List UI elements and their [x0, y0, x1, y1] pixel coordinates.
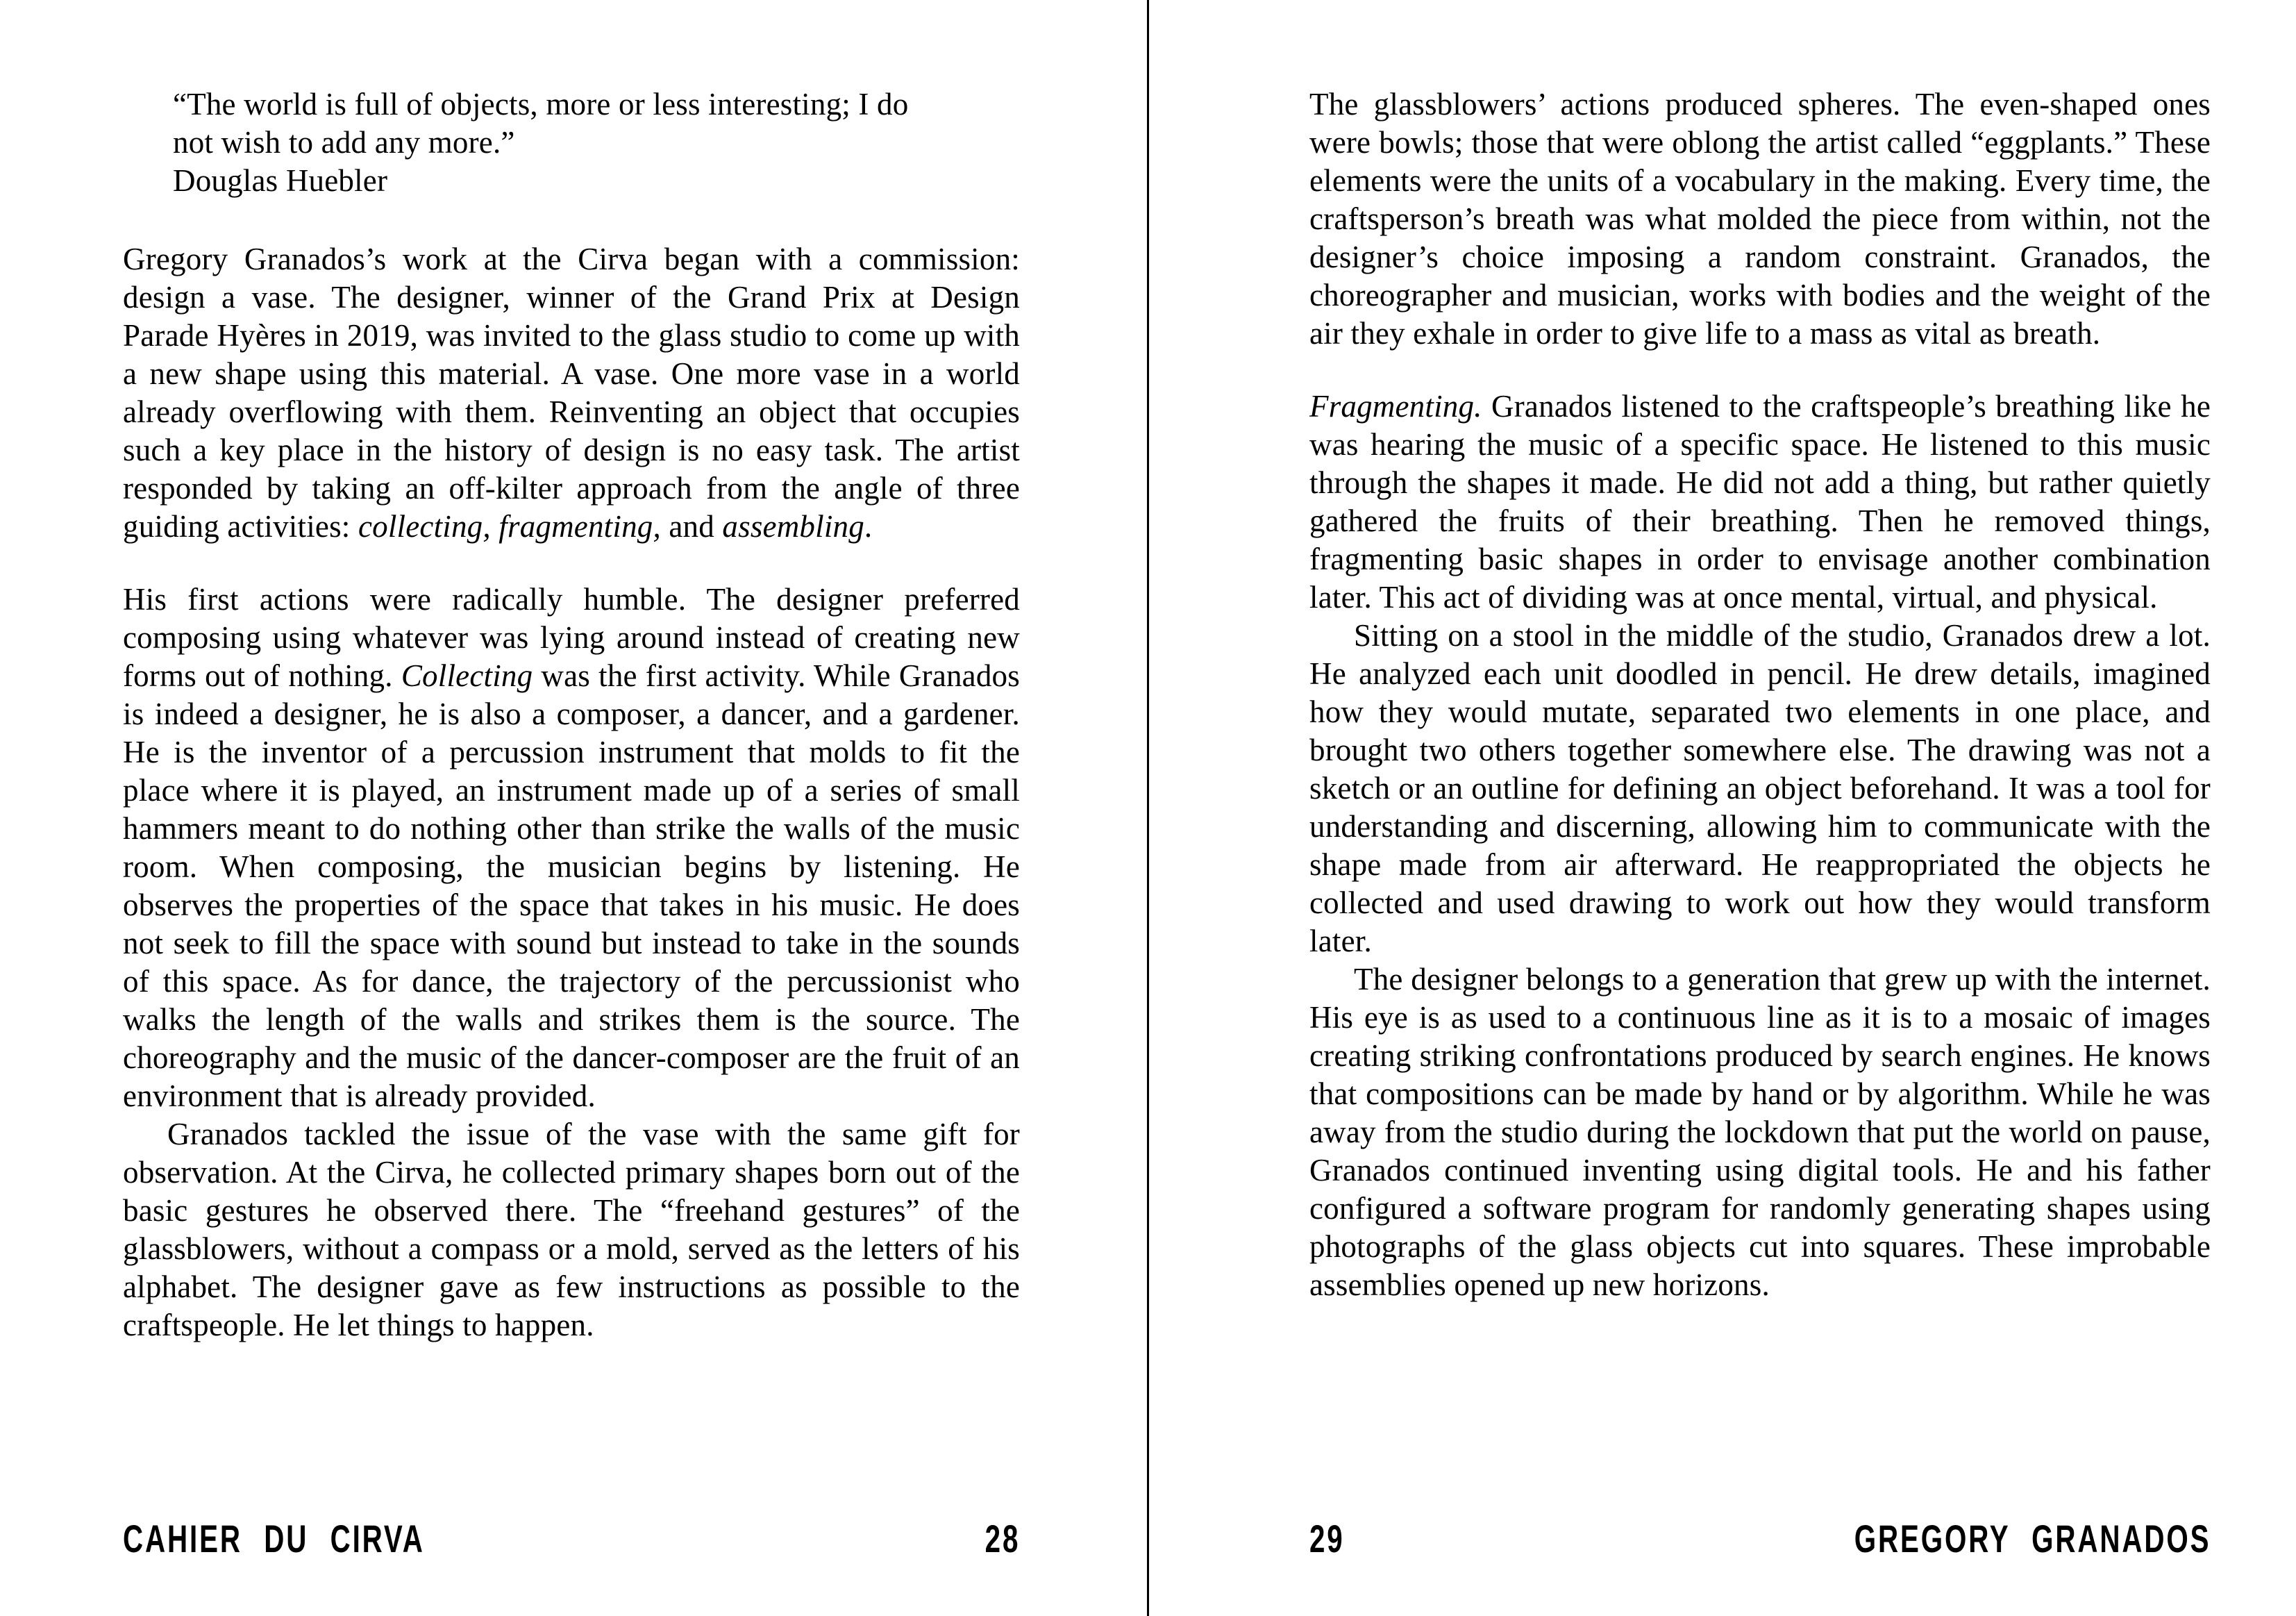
epigraph-line: not wish to add any more.”	[173, 125, 515, 160]
epigraph-attribution: Douglas Huebler	[173, 163, 388, 198]
text-run: Granados tackled the issue of the vase with the same gift for observation. At the Cirva, he collected primary shapes born out of the basic gestures he observed there. The “freehand gestures” of the glassblowers, without a compass or a mold, served as the letters of his alphabet. The designer gave as few instructions as possible to the craftspeople. He let things to happen.	[123, 1117, 1020, 1342]
page-divider	[1147, 0, 1149, 1616]
epigraph	[123, 85, 1020, 200]
italic-run: Fragmenting.	[1309, 389, 1482, 424]
paragraph	[1309, 617, 2211, 960]
running-title-left: CAHIER DU CIRVA	[123, 1517, 425, 1560]
running-title-right: GREGORY GRANADOS	[1854, 1517, 2211, 1560]
text-run: .	[864, 509, 873, 544]
left-page-text-column	[123, 85, 1020, 1344]
paragraph	[1309, 388, 2211, 617]
text-run: The glassblowers’ actions produced spheres. The even-shaped ones were bowls; those that were oblong the artist called “eggplants.” These elements were the units of a vocabulary in the making. Every time, the craftsperson’s breath was what molded the piece from within, not the designer’s choice imposing a random constraint. Granados, the choreographer and musician, works with bodies and the weight of the air they exhale in order to give life to a mass as vital as breath.	[1309, 87, 2211, 351]
epigraph-line: “The world is full of objects, more or less interesting; I do	[173, 87, 909, 122]
text-run: Sitting on a stool in the middle of the studio, Granados drew a lot. He analyzed each unit doodled in pencil. He drew details, imagined how they would mutate, separated two elements in one place, and brought two others together somewhere else. The drawing was not a sketch or an outline for defining an object beforehand. It was a tool for understanding and discerning, allowing him to communicate with the shape made from air afterward. He reappropriated the objects he collected and used drawing to work out how they would transform later.	[1309, 618, 2211, 958]
paragraph	[1309, 85, 2211, 353]
text-run: The designer belongs to a generation that grew up with the internet. His eye is as used to a continuous line as it is to a mosaic of images creating striking confrontations produced by search engines. He knows that compositions can be made by hand or by algorithm. While he was away from the studio during the lockdown that put the world on pause, Granados continued inventing using digital tools. He and his father configured a software program for randomly generating shapes using photographs of the glass objects cut into squares. These improbable assemblies opened up new horizons.	[1309, 962, 2211, 1302]
footer-right	[1309, 1518, 2211, 1560]
text-run: and	[660, 509, 723, 544]
text-run: was the first activity. While Granados is indeed a designer, he is also a composer, a dancer, and a gardener. He is the inventor of a percussion instrument that molds to fit the place where it is played, an instrument made up of a series of small hammers meant to do nothing other than strike the walls of the music room. When composing, the musician begins by listening. He observes the properties of the space that takes in his music. He does not seek to fill the space with sound but instead to take in the sounds of this space. As for dance, the trajectory of the percussionist who walks the length of the walls and strikes them is the source. The choreography and the music of the dancer-composer are the fruit of an environment that is already provided.	[123, 658, 1020, 1113]
paragraph	[123, 581, 1020, 1115]
page-number-left: 28	[984, 1517, 1020, 1560]
italic-run: assembling	[722, 509, 864, 544]
right-page-text-column	[1309, 85, 2211, 1304]
footer-left	[123, 1518, 1020, 1560]
paragraph	[123, 240, 1020, 546]
page-number-right: 29	[1309, 1517, 1345, 1560]
text-run: His first actions were radically humble. The designer preferred composing using whatever was lying around instead of creating new forms out of nothing.	[123, 582, 1020, 693]
italic-run: collecting, fragmenting,	[358, 509, 661, 544]
paragraph	[123, 1115, 1020, 1344]
text-run: Gregory Granados’s work at the Cirva began with a commission: design a vase. The designer, winner of the Grand Prix at Design Parade Hyères in 2019, was invited to the glass studio to come up with a new shape using this material. A vase. One more vase in a world already overflowing with them. Reinventing an object that occupies such a key place in the history of design is no easy task. The artist responded by taking an off-kilter approach from the angle of three guiding activities:	[123, 242, 1020, 544]
text-run: Granados listened to the craftspeople’s breathing like he was hearing the music of a specific space. He listened to this music through the shapes it made. He did not add a thing, but rather quietly gathered the fruits of their breathing. Then he removed things, fragmenting basic shapes in order to envisage another combination later. This act of dividing was at once mental, virtual, and physical.	[1309, 389, 2211, 615]
paragraph	[1309, 960, 2211, 1304]
italic-run: Collecting	[401, 658, 533, 693]
